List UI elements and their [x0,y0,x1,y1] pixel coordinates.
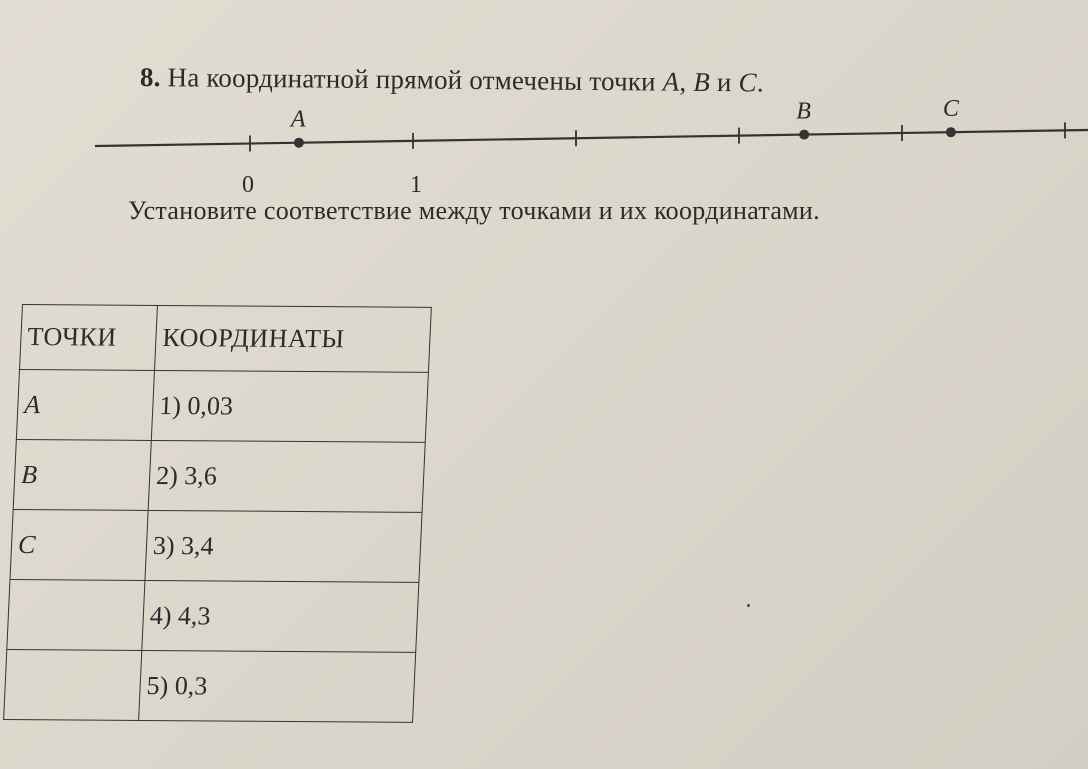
table-row [13,440,425,513]
table-row [10,509,422,582]
coord-cell: 3) 3,4 [145,510,422,582]
number-line-points [289,96,960,148]
point-cell: C [10,509,148,580]
tick-label-one: 1 [410,172,422,198]
coord-cell: 5) 0,3 [139,650,416,722]
coord-cell: 4) 4,3 [142,580,419,652]
task-end: . [756,67,764,98]
point-c-marker [946,127,956,137]
point-cell [7,579,145,650]
task-separator: , [679,66,687,97]
point-a-marker [294,138,304,148]
matching-table [3,304,432,723]
table-row [16,370,428,443]
task-point-c: C [738,67,757,98]
tick-label-zero: 0 [242,172,254,198]
number-line-axis [95,130,1088,146]
point-a-label: A [290,106,306,133]
number-line [0,90,1088,200]
coord-cell: 1) 0,03 [151,370,428,442]
header-points: ТОЧКИ [20,305,158,371]
point-cell [4,649,142,720]
point-b-label: B [796,98,811,125]
header-coordinates: КООРДИНАТЫ [154,305,431,372]
instruction-text: Установите соответствие между точками и их координатами. [128,196,820,225]
task-conjunction: и [716,67,732,98]
paper-speck [747,604,750,607]
table-row [4,649,416,722]
table-header-row [20,305,432,373]
point-c-label: C [942,96,959,123]
task-point-a: A [662,66,680,97]
point-cell: B [13,440,151,511]
task-number: 8. [139,62,161,93]
task-point-b: B [693,66,711,97]
task-text: На координатной прямой отмечены точки [167,62,656,97]
table-row [7,579,419,652]
coord-cell: 2) 3,6 [148,440,425,512]
point-b-marker [799,130,809,140]
point-cell: A [16,370,154,441]
